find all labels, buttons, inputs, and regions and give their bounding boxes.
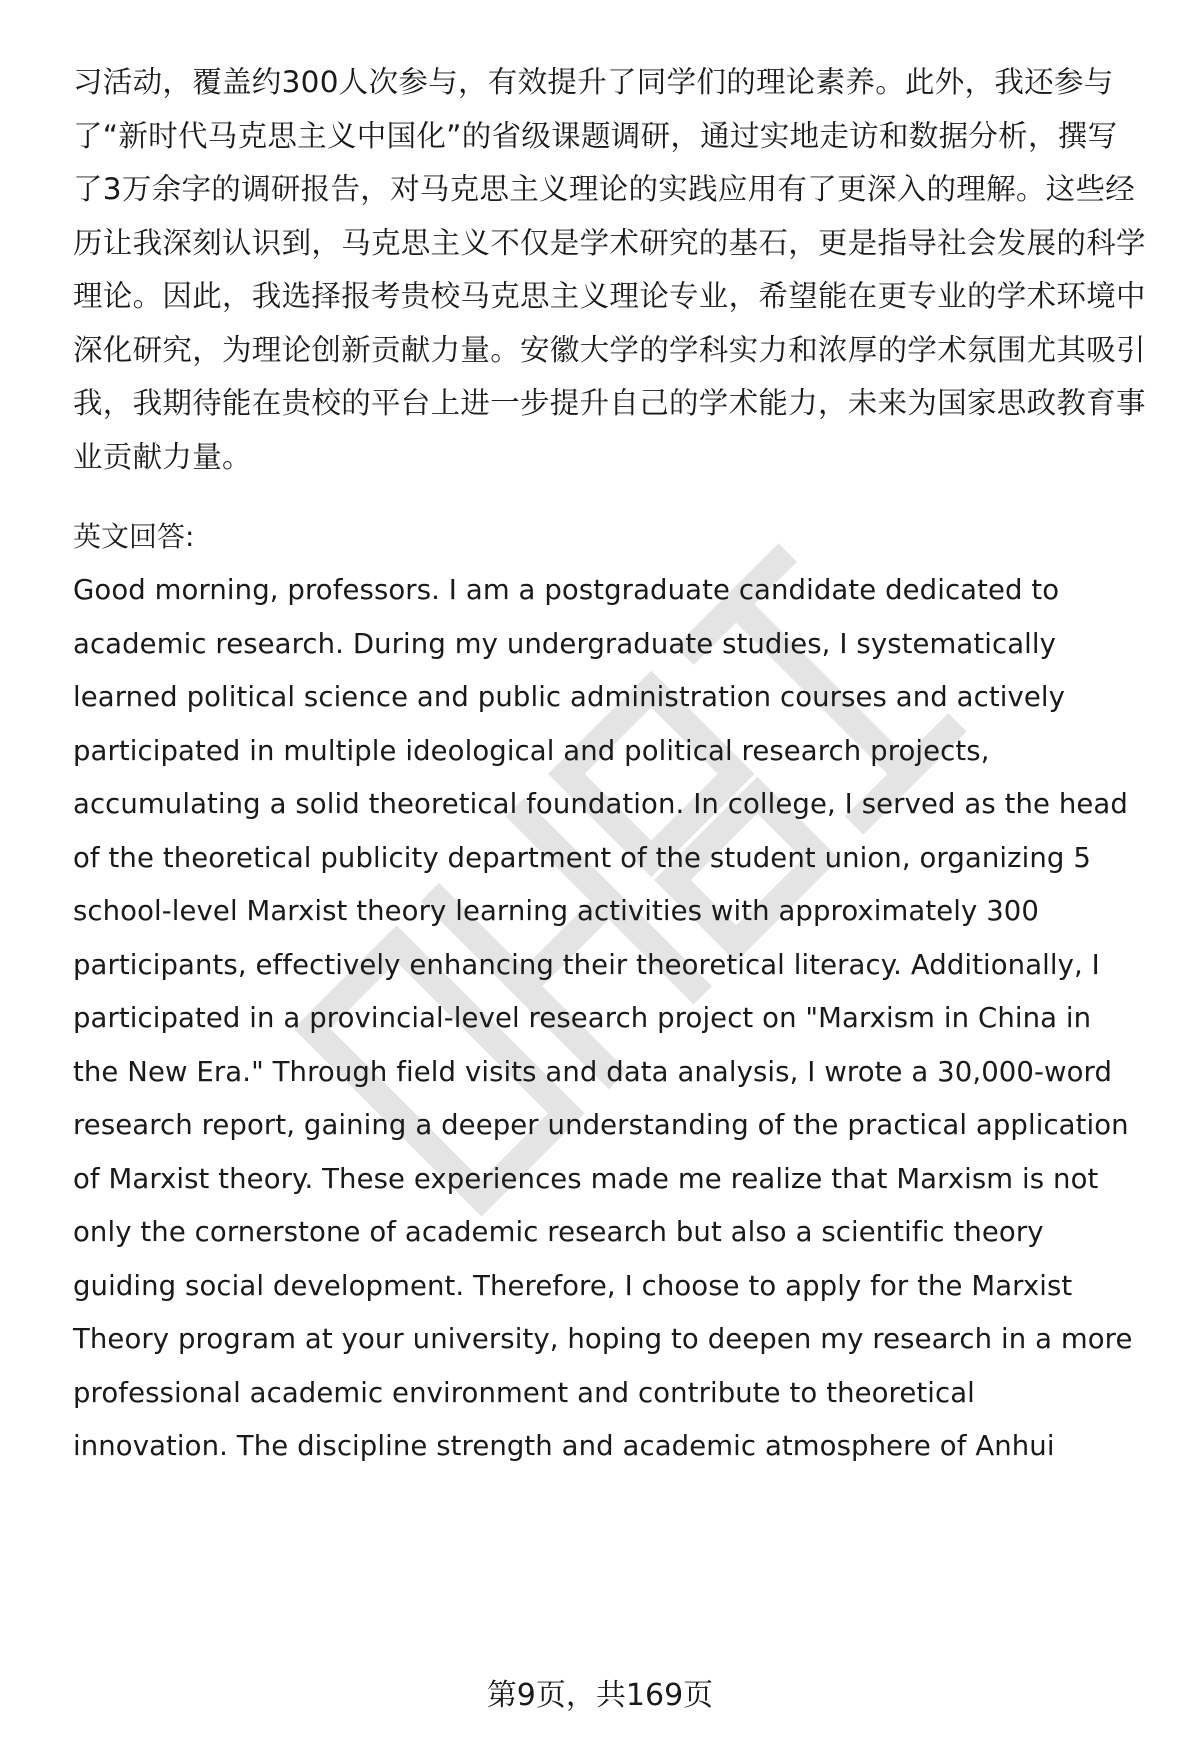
cn-text-line: 我，我期待能在贵校的平台上进一步提升自己的学术能力，未来为国家思政教育事 bbox=[73, 386, 1146, 420]
en-text-line: of the theoretical publicity department of the student union, organizing 5 bbox=[73, 842, 1091, 874]
cn-text-line: 了3万余字的调研报告，对马克思主义理论的实践应用有了更深入的理解。这些经 bbox=[73, 172, 1136, 206]
english-answer-heading: 英文回答: bbox=[73, 520, 195, 553]
page-number-footer: 第9页，共169页 bbox=[486, 1678, 714, 1713]
en-text-line: participated in a provincial-level research project on "Marxism in China in bbox=[73, 1002, 1092, 1034]
en-text-line: research report, gaining a deeper understanding of the practical application bbox=[73, 1109, 1129, 1141]
en-text-line: only the cornerstone of academic research but also a scientific theory bbox=[73, 1216, 1044, 1248]
en-text-line: academic research. During my undergraduate studies, I systematically bbox=[73, 628, 1057, 660]
cn-text-line: 业贡献力量。 bbox=[73, 440, 252, 474]
en-text-line: guiding social development. Therefore, I choose to apply for the Marxist bbox=[73, 1270, 1073, 1302]
en-text-line: school-level Marxist theory learning activities with approximately 300 bbox=[73, 895, 1039, 927]
en-text-line: Theory program at your university, hoping to deepen my research in a more bbox=[73, 1323, 1133, 1355]
en-text-line: the New Era." Through field visits and data analysis, I wrote a 30,000-word bbox=[73, 1056, 1113, 1088]
en-text-line: Good morning, professors. I am a postgraduate candidate dedicated to bbox=[73, 574, 1060, 606]
en-text-line: learned political science and public administration courses and actively bbox=[73, 681, 1065, 713]
en-text-line: innovation. The discipline strength and academic atmosphere of Anhui bbox=[73, 1430, 1055, 1462]
cn-text-line: 理论。因此，我选择报考贵校马克思主义理论专业，希望能在更专业的学术环境中 bbox=[73, 279, 1146, 313]
en-text-line: participants, effectively enhancing their theoretical literacy. Additionally, I bbox=[73, 949, 1100, 981]
cn-text-line: 历让我深刻认识到，马克思主义不仅是学术研究的基石，更是指导社会发展的科学 bbox=[73, 226, 1146, 260]
cn-text-line: 习活动，覆盖约300人次参与，有效提升了同学们的理论素养。此外，我还参与 bbox=[73, 65, 1114, 99]
en-text-line: professional academic environment and contribute to theoretical bbox=[73, 1377, 975, 1409]
en-text-line: accumulating a solid theoretical foundation. In college, I served as the head bbox=[73, 788, 1128, 820]
cn-text-line: 深化研究，为理论创新贡献力量。安徽大学的学科实力和浓厚的学术氛围尤其吸引 bbox=[73, 333, 1146, 367]
en-text-line: participated in multiple ideological and political research projects, bbox=[73, 735, 990, 767]
cn-text-line: 了“新时代马克思主义中国化”的省级课题调研，通过实地走访和数据分析，撰写 bbox=[73, 119, 1118, 153]
en-text-line: of Marxist theory. These experiences made me realize that Marxism is not bbox=[73, 1163, 1099, 1195]
